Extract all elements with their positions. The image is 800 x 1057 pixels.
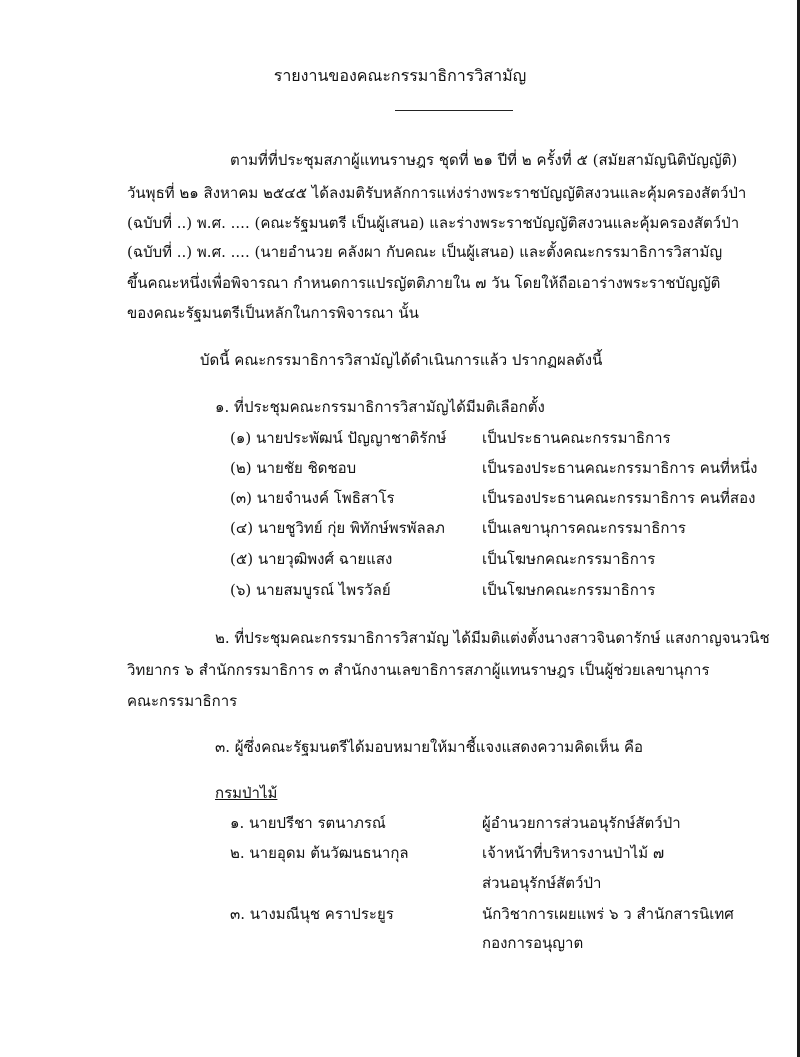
report-title: รายงานของคณะกรรมาธิการวิสามัญ (273, 66, 527, 85)
official-role: ส่วนอนุรักษ์สัตว์ป่า (482, 874, 602, 892)
member-role: เป็นโฆษกคณะกรรมาธิการ (482, 550, 656, 568)
official-role: ผู้อำนวยการส่วนอนุรักษ์สัตว์ป่า (482, 814, 681, 832)
member-name: (๔) นายชูวิทย์ กุ่ย พิทักษ์พรพัลลภ (230, 519, 445, 537)
member-name: (๒) นายชัย ชิดชอบ (230, 459, 357, 477)
official-role: นักวิชาการเผยแพร่ ๖ ว สำนักสารนิเทศ (482, 905, 734, 923)
section1-heading: ๑. ที่ประชุมคณะกรรมาธิการวิสามัญได้มีมติเลือกตั้ง (215, 398, 545, 416)
section2-line: คณะกรรมาธิการ (127, 692, 238, 710)
official-name: ๑. นายปรีชา รตนาภรณ์ (230, 814, 386, 832)
member-name: (๖) นายสมบูรณ์ ไพรวัลย์ (230, 581, 391, 599)
title-underline (395, 110, 513, 111)
department-heading: กรมป่าไม้ (215, 784, 278, 802)
member-role: เป็นประธานคณะกรรมาธิการ (482, 429, 671, 447)
intro-line: ตามที่ที่ประชุมสภาผู้แทนราษฎร ชุดที่ ๒๑ ปีที่ ๒ ครั้งที่ ๕ (สมัยสามัญนิติบัญญัติ) (230, 151, 738, 169)
member-role: เป็นเลขานุการคณะกรรมาธิการ (482, 519, 686, 537)
official-role: กองการอนุญาต (482, 934, 584, 952)
official-name: ๒. นายอุดม ต้นวัฒนธนากุล (230, 844, 409, 862)
section2-line: ๒. ที่ประชุมคณะกรรมาธิการวิสามัญ ได้มีมติแต่งตั้งนางสาวจินดารักษ์ แสงกาญจนวนิช (215, 629, 770, 647)
section2-line: วิทยากร ๖ สำนักกรรมาธิการ ๓ สำนักงานเลขาธิการสภาผู้แทนราษฎร เป็นผู้ช่วยเลขานุการ (127, 661, 710, 679)
intro-line: ของคณะรัฐมนตรีเป็นหลักในการพิจารณา นั้น (127, 304, 419, 322)
intro-line: (ฉบับที่ ..) พ.ศ. .... (คณะรัฐมนตรี เป็นผู้เสนอ) และร่างพระราชบัญญัติสงวนและคุ้มครองสัตว์ป่า (127, 214, 740, 232)
intro-line: (ฉบับที่ ..) พ.ศ. .... (นายอำนวย คลังผา กับคณะ เป็นผู้เสนอ) และตั้งคณะกรรมาธิการวิสามัญ (127, 243, 723, 261)
member-role: เป็นโฆษกคณะกรรมาธิการ (482, 581, 656, 599)
member-name: (๕) นายวุฒิพงศ์ ฉายแสง (230, 550, 393, 568)
official-name: ๓. นางมณีนุช คราประยูร (230, 905, 394, 923)
member-role: เป็นรองประธานคณะกรรมาธิการ คนที่หนึ่ง (482, 459, 758, 477)
intro-line: วันพุธที่ ๒๑ สิงหาคม ๒๕๔๕ ได้ลงมติรับหลักการแห่งร่างพระราชบัญญัติสงวนและคุ้มครองสัตว์ป่า (127, 184, 747, 202)
intro-line: ขึ้นคณะหนึ่งเพื่อพิจารณา กำหนดการแปรญัตติภายใน ๗ วัน โดยให้ถือเอาร่างพระราชบัญญัติ (127, 274, 721, 292)
now-line: บัดนี้ คณะกรรมาธิการวิสามัญได้ดำเนินการแล้ว ปรากฏผลดังนี้ (200, 351, 603, 369)
member-name: (๓) นายจำนงค์ โพธิสาโร (230, 489, 395, 507)
member-role: เป็นรองประธานคณะกรรมาธิการ คนที่สอง (482, 489, 756, 507)
official-role: เจ้าหน้าที่บริหารงานป่าไม้ ๗ (482, 844, 665, 862)
member-name: (๑) นายประพัฒน์ ปัญญาชาติรักษ์ (230, 429, 447, 447)
section3-heading: ๓. ผู้ซึ่งคณะรัฐมนตรีได้มอบหมายให้มาชี้แจงแสดงความคิดเห็น คือ (215, 738, 644, 756)
